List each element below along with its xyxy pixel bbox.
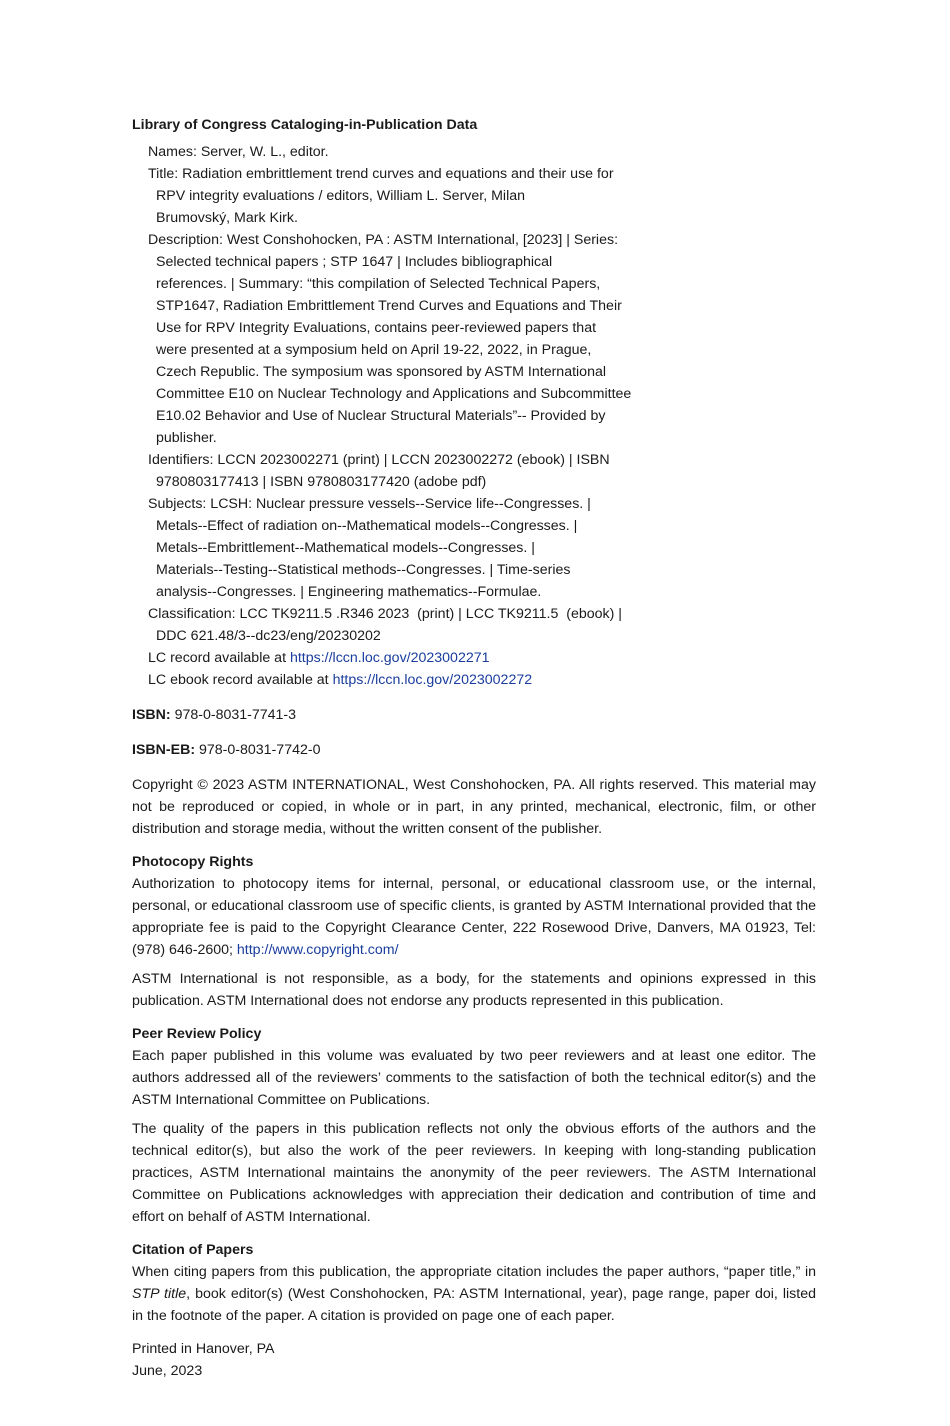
copyright-com-link[interactable]: http://www.copyright.com/ — [236, 942, 399, 958]
peer-review-paragraph-1: Each paper published in this volume was evaluated by two peer reviewers and at least one editor. The authors addressed all of the reviewers’ comments to the satisfaction of both the technical editor(s) and the ASTM International Committee on Publications. — [132, 1048, 816, 1108]
citation-text — [132, 1261, 816, 1327]
citation-text-after: , book editor(s) (West Conshohocken, PA: ASTM International, year), page range, paper doi, listed in the footnote of the paper. A citation is provided on page one of each paper. — [132, 1286, 816, 1324]
photocopy-text — [132, 873, 816, 961]
disclaimer-text: ASTM International is not responsible, as a body, for the statements and opinions expressed in this publication. ASTM International does not endorse any products represented in this publication. — [132, 971, 816, 1009]
cip-classification — [148, 603, 816, 647]
cip-description-line: Committee E10 on Nuclear Technology and Applications and Subcommittee — [156, 386, 632, 402]
cip-description-line: Use for RPV Integrity Evaluations, contains peer-reviewed papers that — [156, 320, 597, 336]
cip-title-line: Brumovský, Mark Kirk. — [156, 210, 298, 226]
cip-subjects-line: Metals--Embrittlement--Mathematical models--Congresses. | — [156, 540, 535, 556]
lc-record-label: LC record available at — [148, 650, 290, 666]
printed-date: June, 2023 — [132, 1363, 203, 1379]
cip-description-line: STP1647, Radiation Embrittlement Trend Curves and Equations and Their — [156, 298, 622, 314]
lc-ebook-record — [148, 669, 816, 691]
cip-subjects — [148, 493, 816, 603]
isbn-line — [132, 704, 816, 726]
cip-description-line: references. | Summary: “this compilation of Selected Technical Papers, — [156, 276, 601, 292]
isbn-eb-label: ISBN-EB: — [132, 742, 196, 758]
cip-heading: Library of Congress Cataloging-in-Publication Data — [132, 117, 478, 133]
cip-names — [148, 141, 816, 163]
lc-record-line — [148, 647, 816, 669]
cip-description-line: E10.02 Behavior and Use of Nuclear Structural Materials”-- Provided by — [156, 408, 606, 424]
isbn-label: ISBN: — [132, 707, 171, 723]
peer-review-paragraph-2: The quality of the papers in this publication reflects not only the obvious efforts of the authors and the technical editor(s), but also the work of the peer reviewers. In keeping with long-standing publication practices, ASTM International maintains the anonymity of the peer reviewers. The ASTM International Committee on Publications acknowledges with appreciation their dedication and contribution of time and effort on behalf of ASTM International. — [132, 1121, 816, 1225]
citation-text-italic: STP title — [132, 1286, 187, 1302]
printed-location: Printed in Hanover, PA — [132, 1341, 275, 1357]
cip-subjects-line: Metals--Effect of radiation on--Mathematical models--Congresses. | — [156, 518, 578, 534]
cip-subjects-line: Materials--Testing--Statistical methods--Congresses. | Time-series — [156, 562, 571, 578]
peer-review-heading: Peer Review Policy — [132, 1026, 262, 1042]
citation-text-before: When citing papers from this publication, the appropriate citation includes the paper authors, “paper title,” in — [132, 1264, 816, 1280]
cip-identifiers-line: 9780803177413 | ISBN 9780803177420 (adobe pdf) — [156, 474, 487, 490]
copyright-page — [132, 114, 816, 1382]
cip-description-line: were presented at a symposium held on April 19-22, 2022, in Prague, — [156, 342, 592, 358]
cip-title-line: RPV integrity evaluations / editors, William L. Server, Milan — [156, 188, 526, 204]
cip-description-line: publisher. — [156, 430, 217, 446]
lc-record — [148, 647, 816, 669]
cip-names-line: Names: Server, W. L., editor. — [148, 144, 329, 160]
lc-record-link[interactable]: https://lccn.loc.gov/2023002271 — [289, 650, 490, 666]
cip-classification-line: Classification: LCC TK9211.5 .R346 2023 (print) | LCC TK9211.5 (ebook) | — [148, 606, 622, 622]
cip-identifiers — [148, 449, 816, 493]
cip-classification-line: DDC 621.48/3--dc23/eng/20230202 — [156, 628, 381, 644]
cip-description-line: Selected technical papers ; STP 1647 | Includes bibliographical — [156, 254, 553, 270]
cip-title-line: Title: Radiation embrittlement trend curves and equations and their use for — [148, 166, 614, 182]
lc-ebook-record-line — [148, 669, 816, 691]
cip-subjects-line: analysis--Congresses. | Engineering mathematics--Formulae. — [156, 584, 542, 600]
lc-ebook-label: LC ebook record available at — [148, 672, 333, 688]
citation-heading: Citation of Papers — [132, 1242, 254, 1258]
copyright-notice: Copyright © 2023 ASTM INTERNATIONAL, West Conshohocken, PA. All rights reserved. This material may not be reproduced or copied, in whole or in part, in any printed, mechanical, electronic, film, or other distribution and storage media, without the written consent of the publisher. — [132, 777, 816, 837]
printed-info — [132, 1338, 816, 1382]
photocopy-heading: Photocopy Rights — [132, 854, 254, 870]
isbn-value: 978-0-8031-7741-3 — [170, 707, 297, 723]
cip-title-entry — [148, 163, 816, 229]
cip-description — [148, 229, 816, 449]
cip-description-line: Description: West Conshohocken, PA : ASTM International, [2023] | Series: — [148, 232, 619, 248]
isbn-eb-value: 978-0-8031-7742-0 — [195, 742, 321, 758]
photocopy-body: Authorization to photocopy items for internal, personal, or educational classroom use, or the internal, personal, or educational classroom use of specific clients, is granted by ASTM International provided that the appropriate fee is paid to the Copyright Clearance Center, 222 Rosewood Drive, Danvers, MA 01923, Tel: (978) 646-2600; — [132, 876, 816, 958]
cip-description-line: Czech Republic. The symposium was sponsored by ASTM International — [156, 364, 607, 380]
cip-identifiers-line: Identifiers: LCCN 2023002271 (print) | LCCN 2023002272 (ebook) | ISBN — [148, 452, 610, 468]
cip-block — [148, 141, 816, 691]
cip-subjects-line: Subjects: LCSH: Nuclear pressure vessels--Service life--Congresses. | — [148, 496, 591, 512]
isbn-eb-line — [132, 739, 816, 761]
lc-ebook-link[interactable]: https://lccn.loc.gov/2023002272 — [332, 672, 533, 688]
